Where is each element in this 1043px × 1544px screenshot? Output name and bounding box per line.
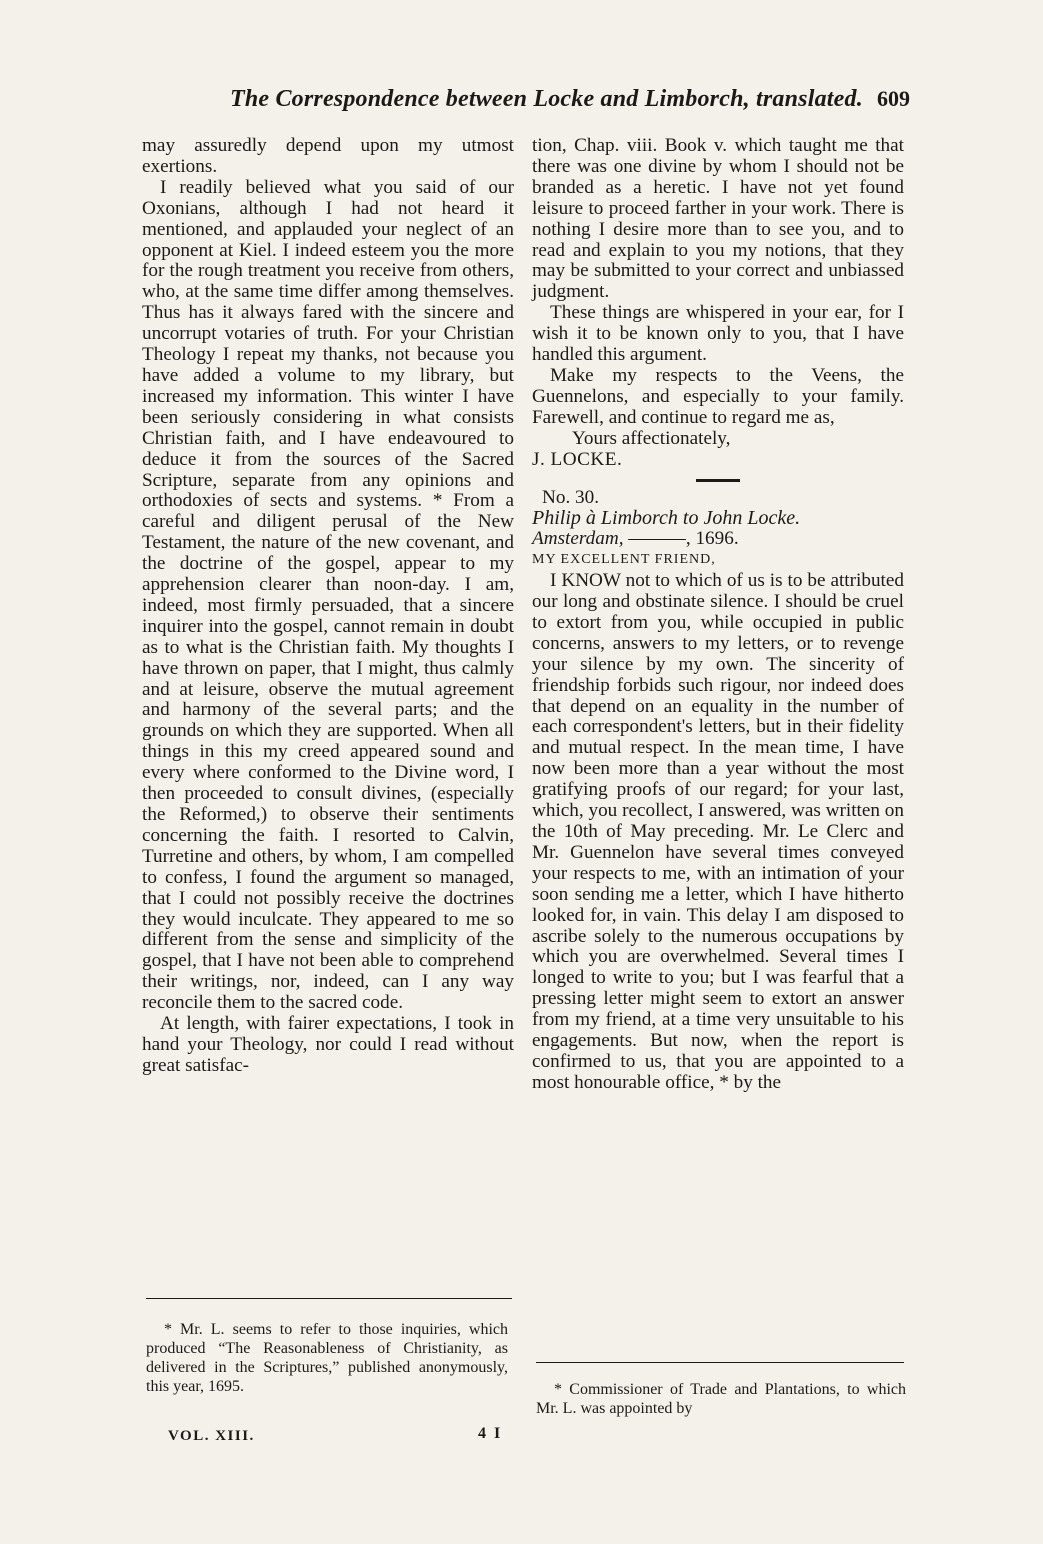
letter-number: No. 30.	[542, 486, 600, 508]
footnote-right-text: * Commissioner of Trade and Plantations, to which Mr. L. was appointed by	[536, 1381, 906, 1417]
footnote-right	[536, 1380, 906, 1418]
left-paragraph: I readily believed what you said of our Oxonians, although I had not heard it mentioned, and applauded your neglect of an opponent at Kiel. I indeed esteem you the more for the rough treatment you receive from others, who, at the same time differ among themselves. Thus has it always fared with the sincere and uncorrupt votaries of truth. For your Christian Theology I repeat my thanks, not because you have added a volume to my library, but increased my information. This winter I have been seriously considering in what consists Christian faith, and I have endeavoured to deduce it from the sources of the Sacred Scripture, separate from any opinions and orthodoxies of sects and systems. * From a careful and diligent perusal of the New Testament, the nature of the new covenant, and the doctrine of the gospel, appear to my apprehension clearer than noon-day. I am, indeed, most firmly persuaded, that a sincere inquirer into the gospel, cannot remain in doubt as to what is the Christian faith. My thoughts I have thrown on paper, that I might, thus calmly and at leisure, observe the mutual agreement and harmony of the several parts; and the grounds on which they are supported. When all things in this my creed appeared sound and every where conformed to the Divine word, I then proceeded to consult divines, (especially the Reformed,) to observe their sentiments concerning the faith. I resorted to Calvin, Turretine and others, by whom, I am compelled to confess, I found the argument so managed, that I could not possibly receive the doctrines they would inculcate. They appeared to me so different from the sense and simplicity of the gospel, that I have not been able to comprehend their writings, nor, indeed, can I any way reconcile them to the sacred code.	[142, 176, 514, 1014]
letter-salutation: MY EXCELLENT FRIEND,	[532, 552, 716, 568]
letter-closing: Yours affectionately,	[572, 427, 731, 449]
letter-title: Philip à Limborch to John Locke.	[532, 507, 801, 530]
footnote-left-text: * Mr. L. seems to refer to those inquiries, which produced “The Reasonableness of Christianity, as delivered in the Scriptures,” published anonymously, this year, 1695.	[146, 1321, 508, 1395]
letter-place: Amsterdam,	[532, 528, 624, 550]
running-title: The Correspondence between Locke and Limborch, translated.	[230, 86, 863, 112]
letter-year: 1696.	[695, 528, 739, 550]
left-paragraph: At length, with fairer expectations, I took in hand your Theology, nor could I read without great satisfac-	[142, 1013, 514, 1076]
right-paragraph: These things are whispered in your ear, for I wish it to be known only to you, that I have handled this argument.	[532, 302, 904, 366]
section-divider	[696, 479, 740, 482]
letter-body: I KNOW not to which of us is to be attributed our long and obstinate silence. I should be cruel to extort from you, while occupied in public concerns, answers to my letters, or to revenge your silence by my own. The sincerity of friendship forbids such rigour, nor indeed does that depend on an equality in the number of each correspondent's letters, but in their fidelity and mutual respect. In the mean time, I have now been more than a year without the most gratifying proofs of our regard; for your last, which, you recollect, I answered, was written on the 10th of May preceding. Mr. Le Clerc and Mr. Guennelon have several times conveyed your respects to me, with an intimation of your soon sending me a letter, which I have hitherto looked for, in vain. This delay I am disposed to ascribe solely to the numerous occupations by which you are overwhelmed. Several times I longed to write to you; but I was fearful that a pressing letter might seem to extort an answer from my friend, at a time very unsuitable to his engagements. But now, when the report is confirmed to us, that you are appointed to a most honourable office, * by the	[532, 570, 904, 1093]
right-paragraph: tion, Chap. viii. Book v. which taught me that there was one divine by whom I should not be branded as a heretic. I have not yet found leisure to proceed farther in your work. There is nothing I desire more than to see you, and to read and explain to you my notions, that they may be submitted to your correct and unbiassed judgment.	[532, 135, 904, 303]
footnote-rule-right	[536, 1362, 904, 1363]
right-column	[532, 136, 904, 1094]
letter-dash: ———,	[628, 528, 691, 550]
signature-mark: 4 I	[478, 1425, 503, 1442]
letter-dateline	[532, 529, 904, 550]
right-paragraph: Make my respects to the Veens, the Guennelons, and especially to your family. Farewell, and continue to regard me as,	[532, 364, 904, 428]
left-column	[142, 136, 514, 1077]
footnote-rule-left	[146, 1298, 512, 1299]
page-header	[140, 86, 920, 122]
left-paragraph: may assuredly depend upon my utmost exertions.	[142, 135, 514, 177]
letter-signature: J. LOCKE.	[532, 448, 623, 470]
page-number: 609	[877, 86, 910, 111]
volume-mark: VOL. XIII.	[168, 1428, 255, 1444]
footnote-left	[146, 1320, 508, 1396]
